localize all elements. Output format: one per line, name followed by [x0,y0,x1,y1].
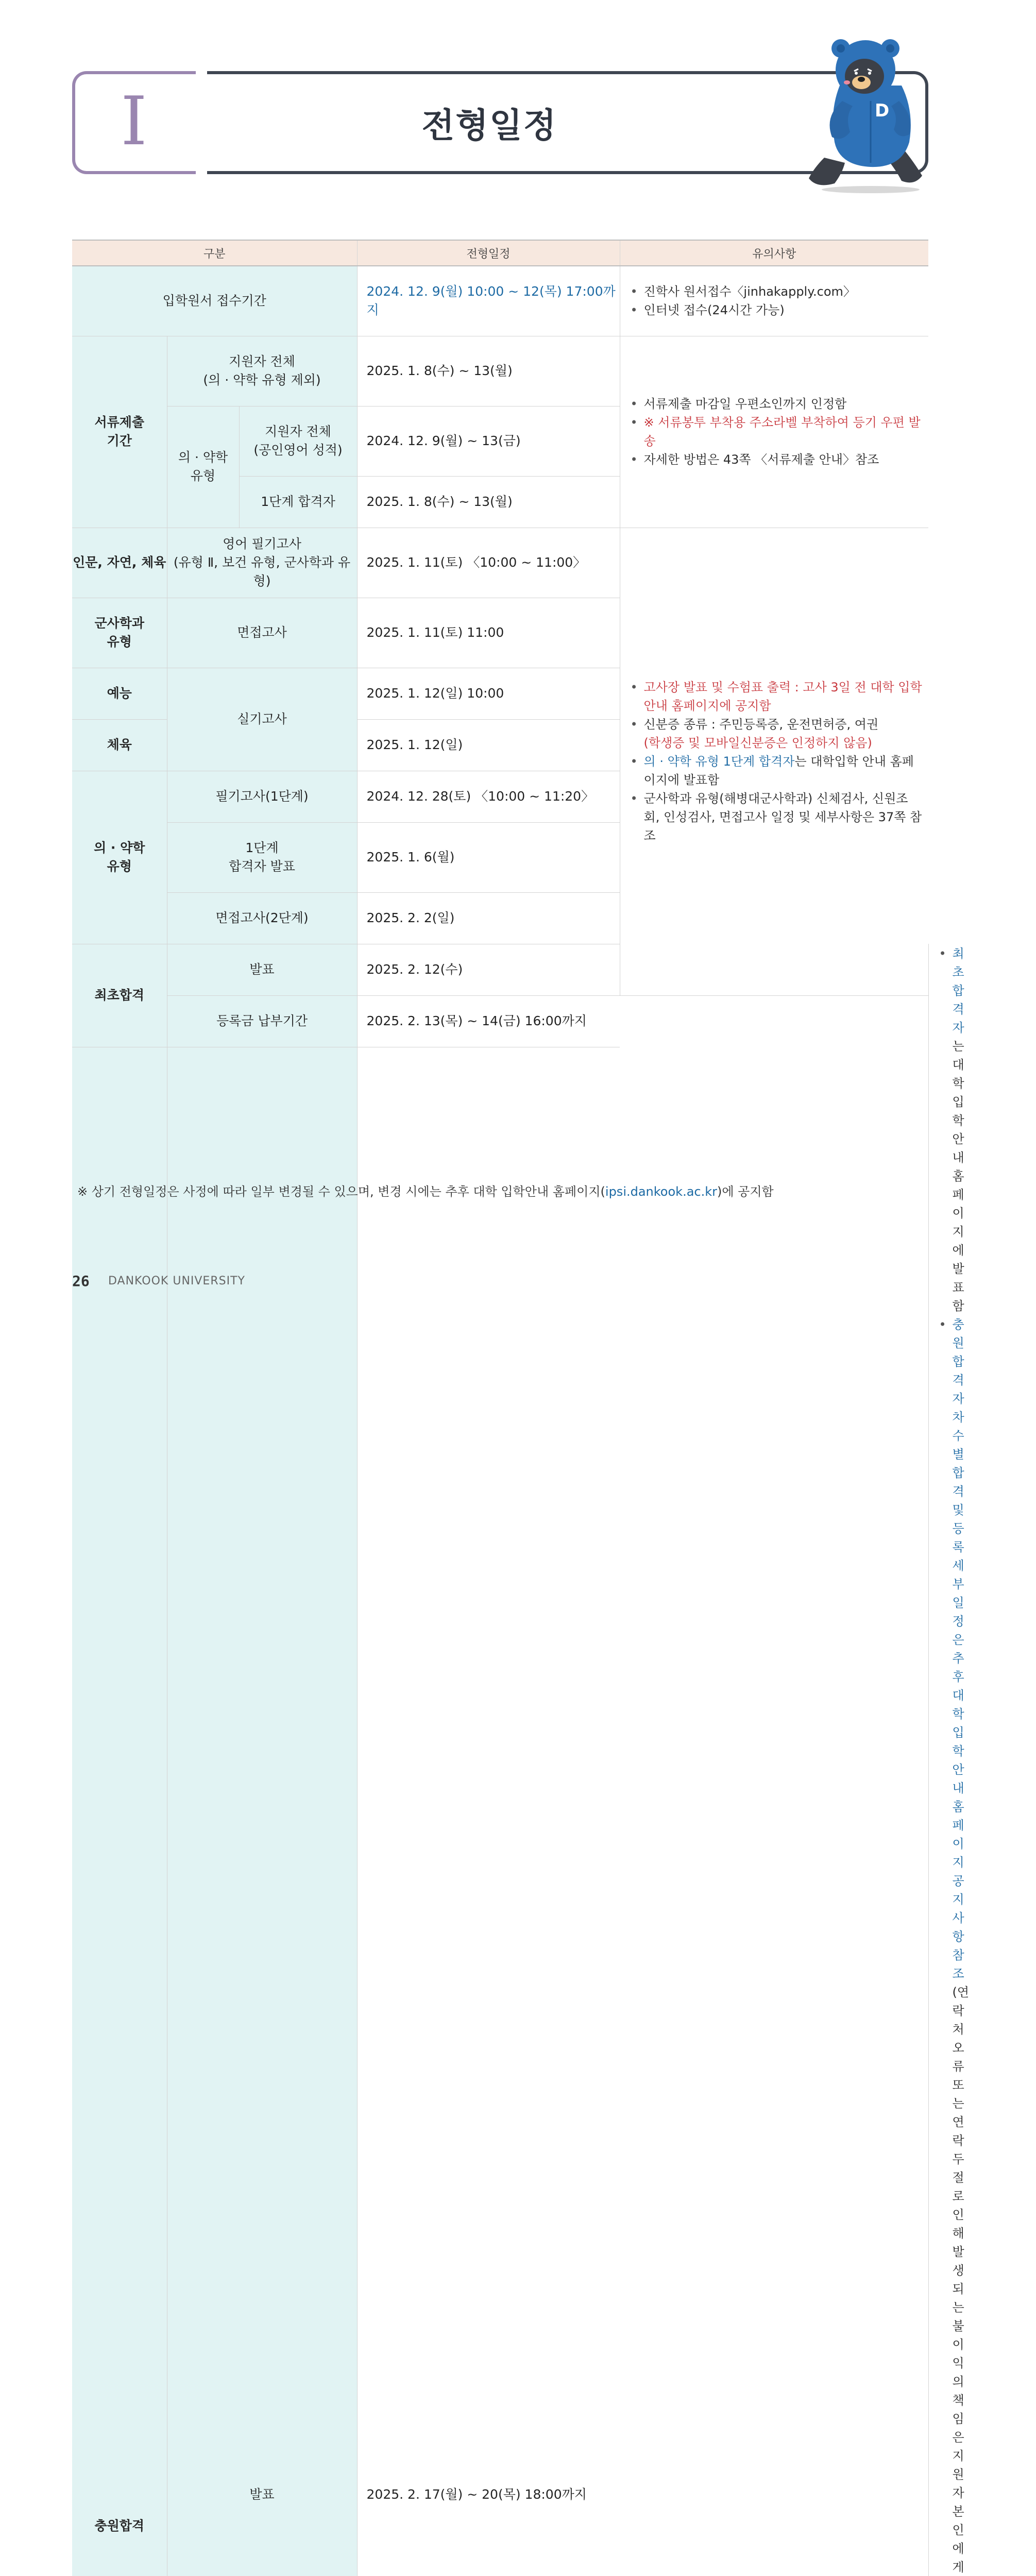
documents-med-label: 의 · 약학 유형 [167,406,239,528]
final-label: 최초합격 [72,944,167,1047]
table-row [72,528,928,598]
header-category: 구분 [72,240,357,266]
additional-label: 충원합격 [72,1047,167,2576]
additional-announce-date: 2025. 2. 17(월) ~ 20(목) 18:00까지 [357,1047,620,2576]
interview-date: 2025. 1. 11(토) 11:00 [357,598,620,668]
section-numeral: I [72,82,196,160]
med-exam-label: 의 · 약학 유형 [72,771,167,944]
documents-med-pass-date: 2025. 1. 8(수) ~ 13(월) [357,476,620,528]
list-item: • 인터넷 접수(24시간 가능) [631,301,924,319]
table-row [72,266,928,336]
interview2-date: 2025. 2. 2(일) [357,892,620,944]
footnote-text-end: )에 공지함 [717,1184,774,1199]
documents-label: 서류제출 기간 [72,336,167,528]
documents-med-all-label: 지원자 전체 (공인영어 성적) [239,406,357,476]
written-exam-label: 필기고사(1단계) [167,771,357,822]
interview-label: 면접고사 [167,598,357,668]
documents-all-label: 지원자 전체 (의 · 약학 유형 제외) [167,336,357,406]
final-pass-highlight: 최초합격자 [953,946,964,1035]
page-title: 전형일정 [361,98,618,147]
list-item [939,944,953,1315]
military-label: 군사학과 유형 [72,598,167,668]
additional-pass-note: (연락처 오류 또는 연락두절로 인해 발생되는 불이익의 책임은 지원자 본인에게 [953,1985,970,2576]
documents-notes [620,336,928,528]
list-item: • 군사학과 유형(해병대군사학과) 신체검사, 신원조회, 인성검사, 면접고사 일정 및 세부사항은 37쪽 참조 [631,789,923,845]
practical-exam-label: 실기고사 [167,668,357,771]
id-types-note: 신분증 종류 : 주민등록증, 운전면허증, 여권 [644,717,879,732]
exam-notes [620,528,928,995]
documents-med-all-date: 2024. 12. 9(월) ~ 13(금) [357,406,620,476]
arts-label: 예능 [72,668,167,719]
footnote [77,1181,774,1199]
english-exam-date: 2025. 1. 11(토) 〈10:00 ~ 11:00〉 [357,528,620,598]
list-item: • 자세한 방법은 43쪽 〈서류제출 안내〉참조 [631,450,924,469]
additional-pass-highlight: 충원합격자 차수별 합격 및 등록 세부일정은 추후 대학 입학안내 홈페이지 공지사항 참조 [953,1317,964,1981]
id-exclusion-note: (학생증 및 모바일신분증은 인정하지 않음) [644,736,872,750]
documents-med-pass-label: 1단계 합격자 [239,476,357,528]
english-exam-label: 영어 필기고사 (유형 Ⅱ, 보건 유형, 군사학과 유형) [167,528,357,598]
application-notes [620,266,928,336]
final-pass-note: 는 대학 입학안내 홈페이지에 발표함 [953,1039,964,1313]
schedule-table [72,240,928,2576]
arts-date: 2025. 1. 12(일) 10:00 [357,668,620,719]
list-item: • 서류제출 마감일 우편소인까지 인정함 [631,395,924,413]
header-notes: 유의사항 [620,240,928,266]
humanities-label: 인문, 자연, 체육 [72,528,167,598]
med-pass-note: 는 대학입학 안내 홈페이지에 발표함 [644,754,914,787]
interview2-label: 면접고사(2단계) [167,892,357,944]
table-row [72,336,928,406]
stage1-label: 1단계 합격자 발표 [167,822,357,892]
final-announce-label: 발표 [167,944,357,995]
table-header-row [72,240,928,266]
written-exam-date: 2024. 12. 28(토) 〈10:00 ~ 11:20〉 [357,771,620,822]
application-label: 입학원서 접수기간 [72,266,357,336]
university-name: DANKOOK UNIVERSITY [108,1275,245,1287]
footnote-text: ※ 상기 전형일정은 사정에 따라 일부 변경될 수 있으며, 변경 시에는 추후 대학 입학안내 홈페이지( [77,1184,605,1199]
documents-all-date: 2025. 1. 8(수) ~ 13(월) [357,336,620,406]
list-item [631,715,923,752]
final-fee-label: 등록금 납부기간 [167,995,357,1047]
list-item-sub [631,413,924,450]
documents-note-warning: ※ 서류봉투 부착용 주소라벨 부착하여 등기 우편 발송 [644,415,921,448]
list-item [631,752,923,789]
header-schedule: 전형일정 [357,240,620,266]
list-item [939,1315,953,2576]
med-pass-highlight: 의 · 약학 유형 1단계 합격자 [644,754,795,769]
application-date: 2024. 12. 9(월) 10:00 ~ 12(목) 17:00까지 [357,266,620,336]
additional-announce-label: 발표 [167,1047,357,2576]
bear-mascot-icon [793,39,938,194]
svg-text:D: D [875,100,889,121]
pe-date: 2025. 1. 12(일) [357,719,620,771]
admissions-url-link[interactable]: ipsi.dankook.ac.kr [605,1184,717,1199]
final-fee-date: 2025. 2. 13(목) ~ 14(금) 16:00까지 [357,995,620,1047]
page-number: 26 [72,1273,90,1290]
list-item: • 고사장 발표 및 수험표 출력 : 고사 3일 전 대학 입학안내 홈페이지에 공지함 [631,678,923,715]
stage1-date: 2025. 1. 6(월) [357,822,620,892]
table-row [72,995,928,1047]
final-announce-date: 2025. 2. 12(수) [357,944,620,995]
pe-label: 체육 [72,719,167,771]
list-item: • 진학사 원서접수〈jinhakapply.com〉 [631,282,924,301]
